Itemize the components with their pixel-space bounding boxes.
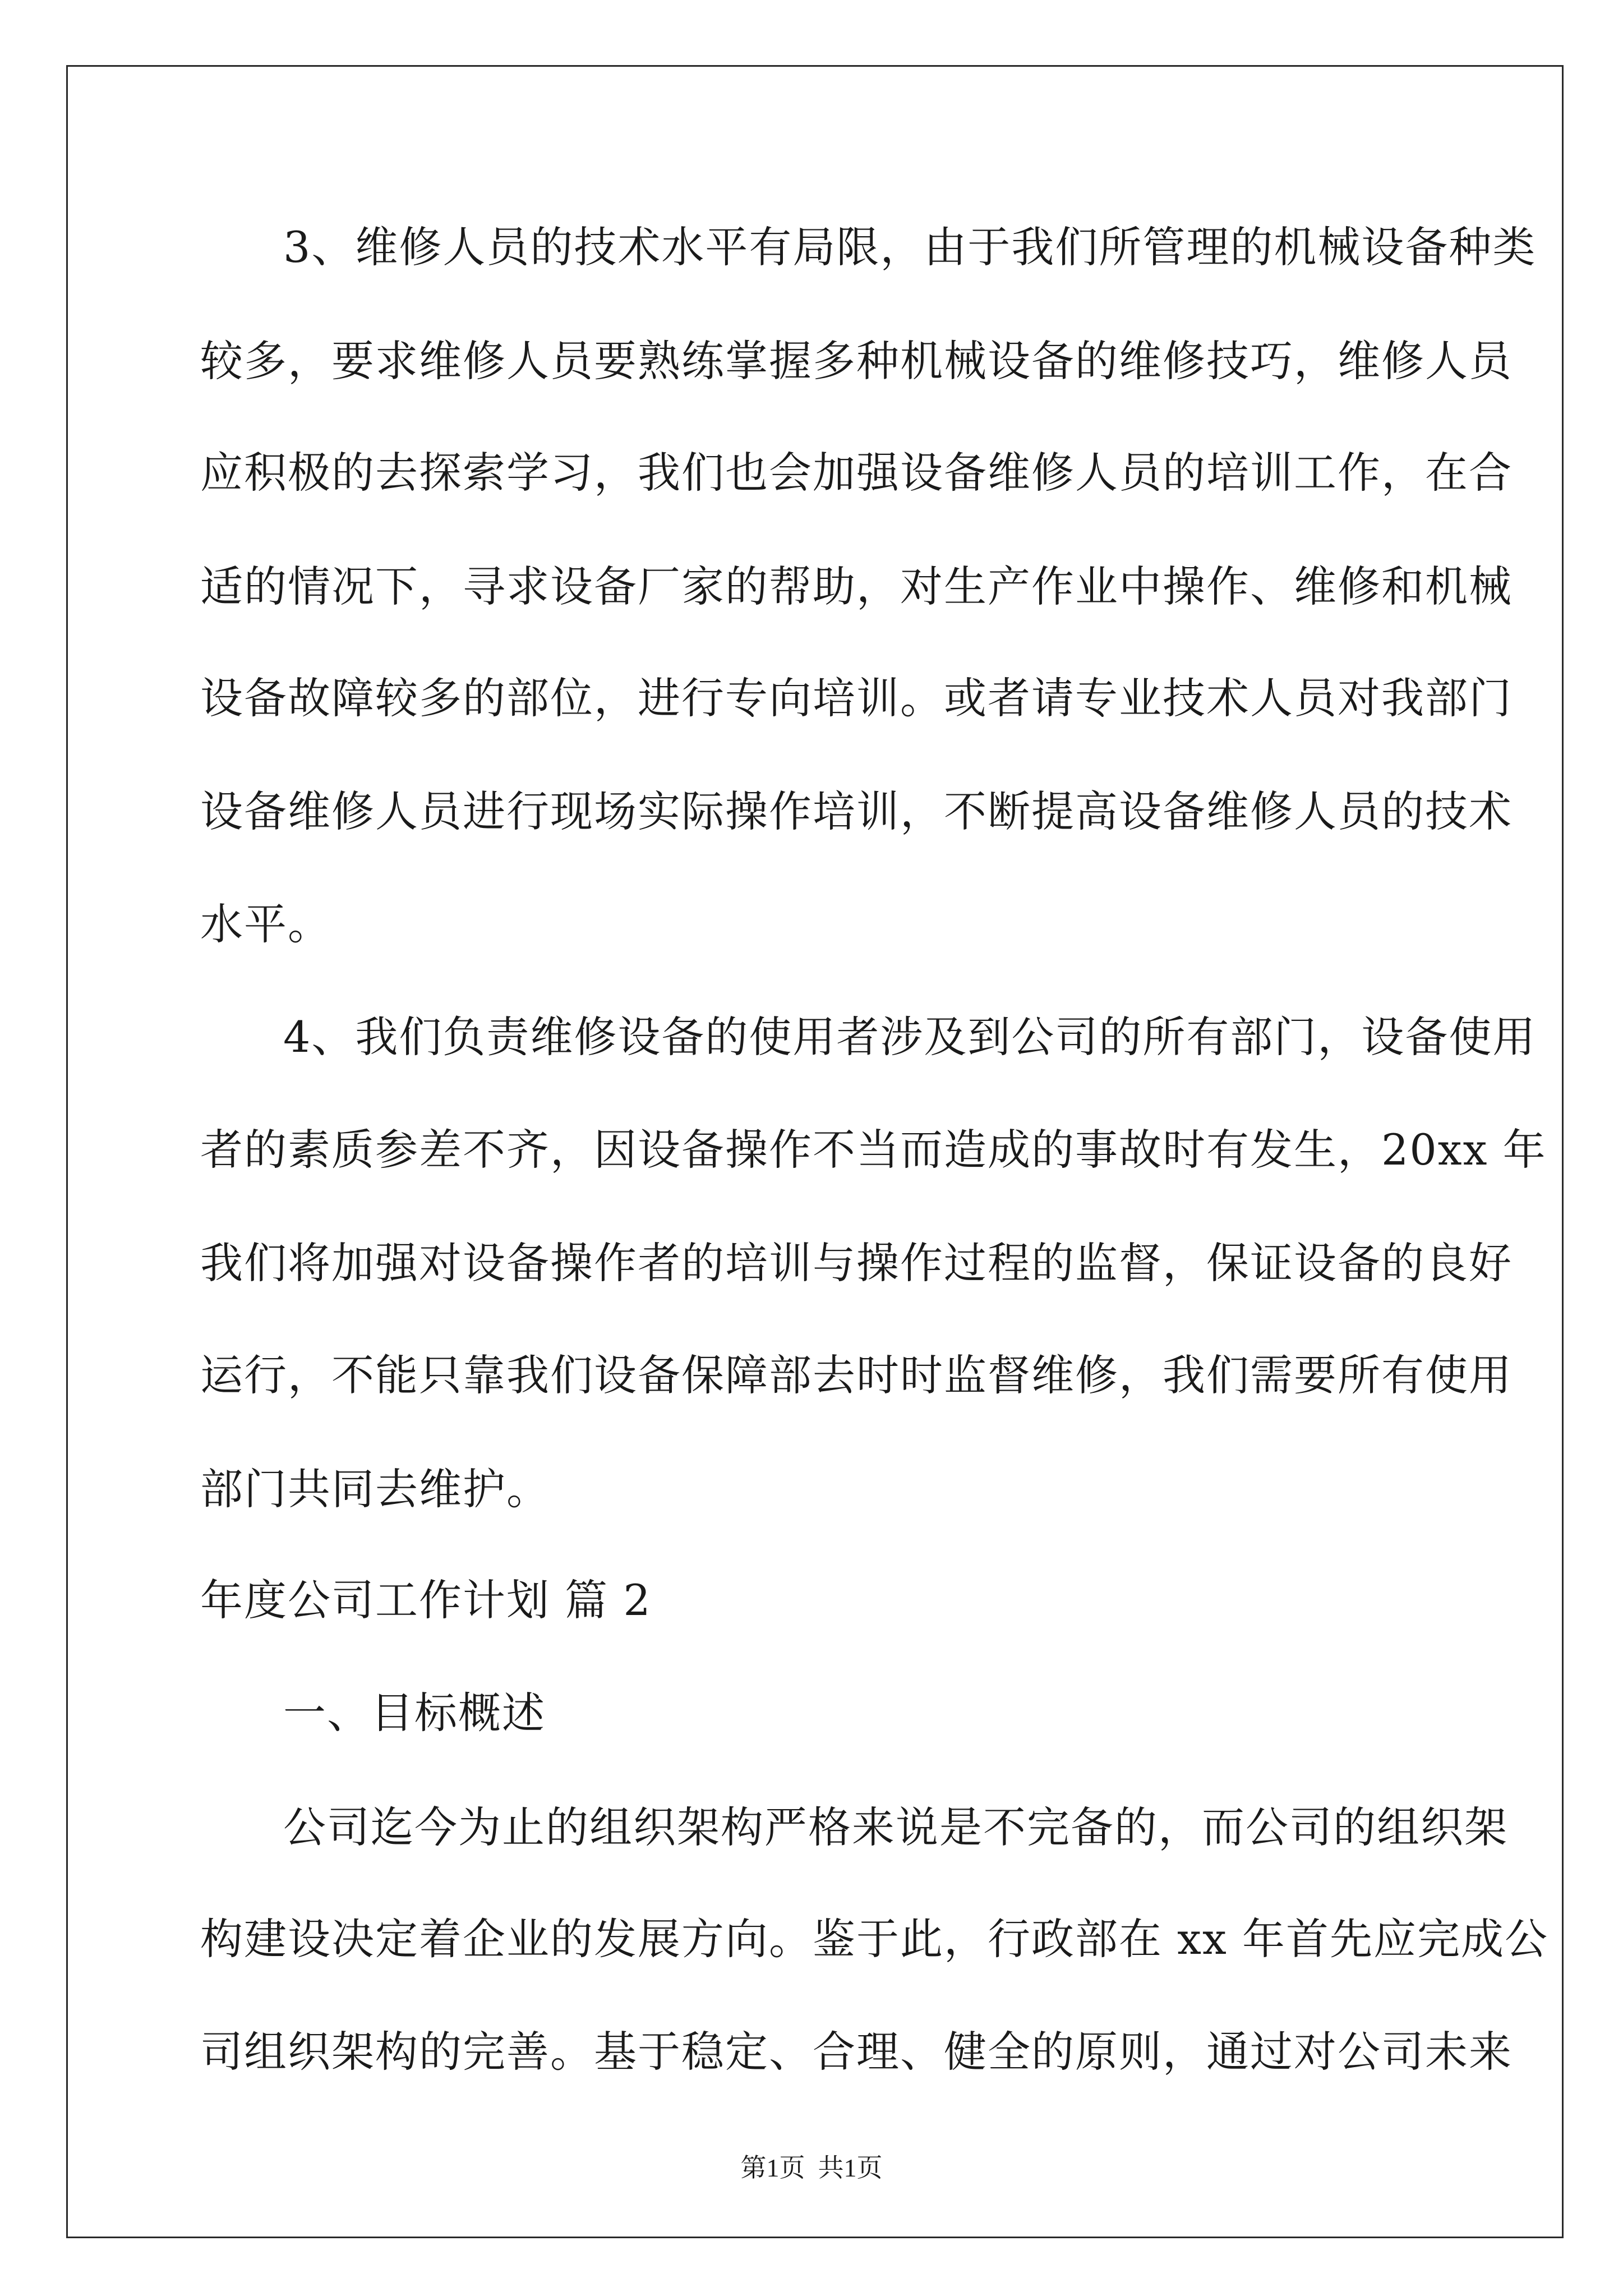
paragraph-3-line-7: 水平。 xyxy=(200,899,331,949)
paragraph-3-line-2: 较多，要求维修人员要熟练掌握多种机械设备的维修技巧，维修人员 xyxy=(200,336,1513,386)
section-heading: 年度公司工作计划 篇 2 xyxy=(200,1575,652,1625)
overview-line-3: 司组织架构的完善。基于稳定、合理、健全的原则，通过对公司未来 xyxy=(200,2027,1513,2077)
paragraph-3-line-3: 应积极的去探索学习，我们也会加强设备维修人员的培训工作，在合 xyxy=(200,448,1513,498)
overview-line-2: 构建设决定着企业的发展方向。鉴于此，行政部在 xx 年首先应完成公 xyxy=(200,1914,1549,1964)
paragraph-4-line-5: 部门共同去维护。 xyxy=(200,1464,550,1514)
paragraph-3-line-4: 适的情况下，寻求设备厂家的帮助，对生产作业中操作、维修和机械 xyxy=(200,562,1513,611)
overview-line-1: 公司迄今为止的组织架构严格来说是不完备的，而公司的组织架 xyxy=(283,1802,1508,1852)
paragraph-4-line-2: 者的素质参差不齐，因设备操作不当而造成的事故时有发生，20xx 年 xyxy=(200,1125,1547,1175)
subsection-heading: 一、目标概述 xyxy=(283,1688,546,1738)
paragraph-3-line-1: 3、维修人员的技术水平有局限，由于我们所管理的机械设备种类 xyxy=(283,222,1537,272)
page-footer: 第1页 共1页 xyxy=(740,2154,883,2182)
paragraph-3-line-5: 设备故障较多的部位，进行专向培训。或者请专业技术人员对我部门 xyxy=(200,673,1513,723)
paragraph-4-line-4: 运行，不能只靠我们设备保障部去时时监督维修，我们需要所有使用 xyxy=(200,1350,1513,1400)
paragraph-4-line-1: 4、我们负责维修设备的使用者涉及到公司的所有部门，设备使用 xyxy=(283,1012,1537,1062)
paragraph-4-line-3: 我们将加强对设备操作者的培训与操作过程的监督，保证设备的良好 xyxy=(200,1238,1513,1288)
paragraph-3-line-6: 设备维修人员进行现场实际操作培训，不断提高设备维修人员的技术 xyxy=(200,786,1513,836)
